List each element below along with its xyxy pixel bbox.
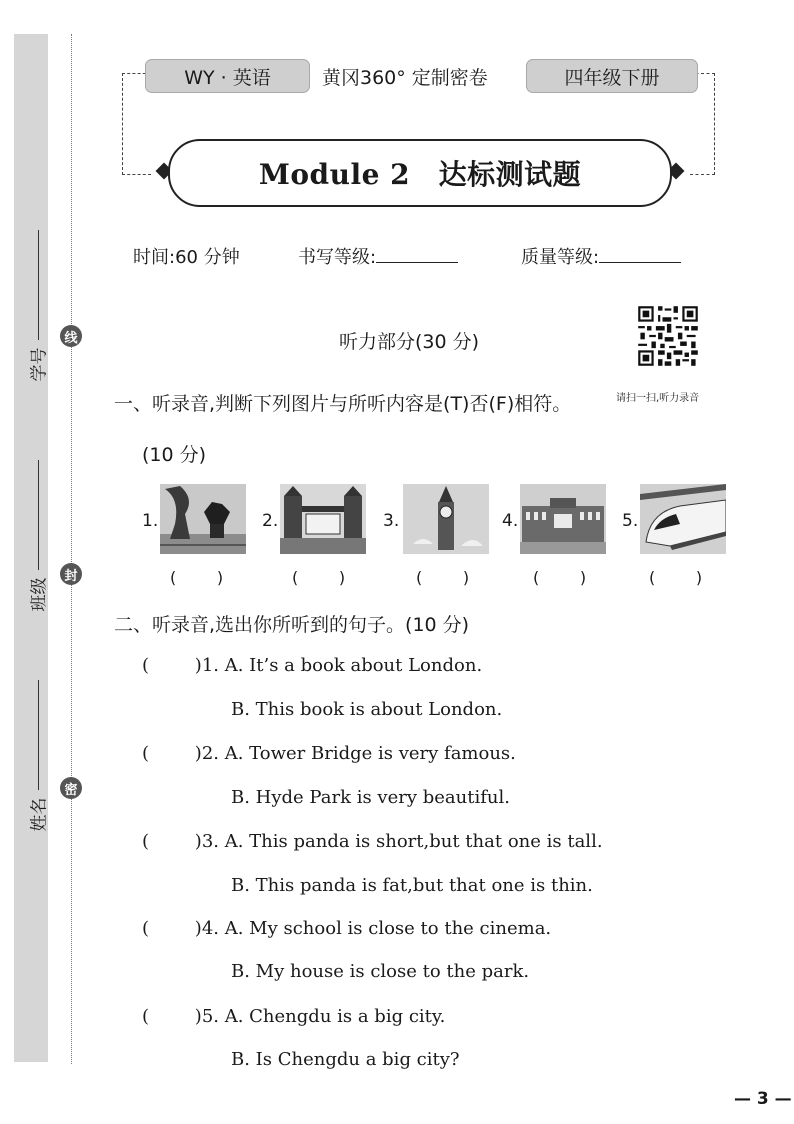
question-3-option-b: B. This panda is fat,but that one is thin.: [231, 875, 593, 896]
picture-1-answer-blank[interactable]: ( ): [170, 568, 224, 587]
quality-grade-label: 质量等级:: [521, 247, 600, 268]
picture-4-answer-blank[interactable]: ( ): [533, 568, 587, 587]
question-4-option-b: B. My house is close to the park.: [231, 961, 530, 982]
question-5-option-b: B. Is Chengdu a big city?: [231, 1049, 460, 1070]
question-4-option-a: [142, 918, 551, 939]
name-label: 姓名: [29, 797, 50, 832]
seal-line-mark: 线: [60, 325, 82, 347]
student-id-field: [14, 224, 48, 404]
section2-title: 二、听录音,选出你所听到的句子。(10 分): [114, 614, 470, 636]
qr-scan-note: 请扫一扫,听力录音: [616, 393, 700, 404]
cut-line: [71, 34, 72, 1064]
picture-4-number: 4.: [502, 511, 519, 531]
statue-scene-picture: [160, 484, 246, 554]
quality-grade: [521, 243, 681, 269]
question-2-a-text: A. Tower Bridge is very famous.: [224, 743, 516, 764]
picture-2-number: 2.: [262, 511, 279, 531]
question-3-answer-blank[interactable]: ( )3.: [142, 831, 225, 852]
question-1-option-a: [142, 655, 482, 676]
picture-5-number: 5.: [622, 511, 639, 531]
question-2-answer-blank[interactable]: ( )2.: [142, 743, 225, 764]
question-2-option-b: B. Hyde Park is very beautiful.: [231, 787, 510, 808]
series-title: 黄冈360° 定制密卷: [322, 67, 488, 89]
question-5-option-a: [142, 1006, 445, 1027]
seal-secret-mark: 密: [60, 777, 82, 799]
time-limit: 时间:60 分钟: [133, 247, 240, 268]
question-1-answer-blank[interactable]: ( )1.: [142, 655, 225, 676]
section1-title: 一、听录音,判断下列图片与所听内容是(T)否(F)相符。: [114, 393, 572, 415]
page-number: — 3 —: [734, 1089, 792, 1109]
writing-grade-label: 书写等级:: [298, 247, 377, 268]
question-2-option-a: [142, 743, 516, 764]
writing-grade-blank[interactable]: [376, 248, 458, 263]
seal-seal-mark: 封: [60, 563, 82, 585]
high-speed-train-picture: [640, 484, 726, 554]
class-field: [14, 454, 48, 634]
question-5-a-text: A. Chengdu is a big city.: [224, 1006, 446, 1027]
writing-grade: [298, 243, 458, 269]
student-id-label: 学号: [29, 347, 50, 382]
picture-3-number: 3.: [383, 511, 400, 531]
question-1-a-text: A. It’s a book about London.: [224, 655, 483, 676]
picture-1-number: 1.: [142, 511, 159, 531]
page-title: Module 2 达标测试题: [168, 139, 672, 207]
question-3-option-a: [142, 831, 603, 852]
tower-bridge-picture: [280, 484, 366, 554]
question-1-option-b: B. This book is about London.: [231, 699, 503, 720]
binding-strip: [14, 34, 48, 1062]
quality-grade-blank[interactable]: [599, 248, 681, 263]
name-field: [14, 674, 48, 854]
section1-score: (10 分): [142, 444, 207, 466]
picture-2-answer-blank[interactable]: ( ): [292, 568, 346, 587]
listening-heading: 听力部分(30 分): [339, 331, 480, 353]
subject-pill: WY · 英语: [145, 59, 310, 93]
qr-code-icon[interactable]: [636, 304, 700, 368]
class-label: 班级: [29, 577, 50, 612]
class-line: [38, 460, 39, 570]
picture-5-answer-blank[interactable]: ( ): [649, 568, 703, 587]
question-3-a-text: A. This panda is short,but that one is tall.: [224, 831, 603, 852]
grade-pill: 四年级下册: [526, 59, 698, 93]
question-4-answer-blank[interactable]: ( )4.: [142, 918, 225, 939]
big-ben-picture: [403, 484, 489, 554]
question-5-answer-blank[interactable]: ( )5.: [142, 1006, 225, 1027]
palace-picture: [520, 484, 606, 554]
question-4-a-text: A. My school is close to the cinema.: [224, 918, 552, 939]
name-line: [38, 680, 39, 790]
student-id-line: [38, 230, 39, 340]
picture-3-answer-blank[interactable]: ( ): [416, 568, 470, 587]
